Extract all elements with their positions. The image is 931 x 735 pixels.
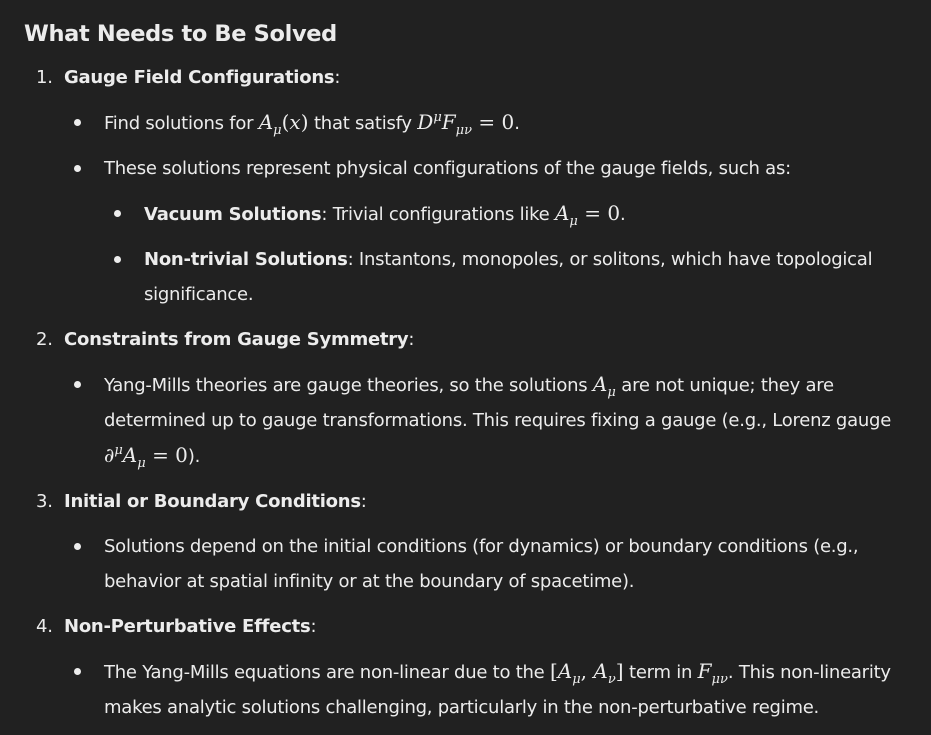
bullet-dot [74,543,81,550]
bullet-text: are not unique; they are determined up to gauge transformations. This requires fixing a gauge (e.g., Lorenz gauge [104,375,892,431]
bullet-text: . This non-linearity makes analytic solutions challenging, particularly in the non-perturbative regime. [104,662,891,718]
bullet-list [24,529,919,599]
bullet-text: . [514,113,520,134]
list-number: 4. [36,616,53,637]
bullet-text: Solutions depend on the initial conditions (for dynamics) or boundary conditions (e.g., behavior at spatial infinity or at the boundary of spacetime). [104,536,859,592]
bullet-item [24,105,919,141]
numbered-list [24,60,919,725]
bullet-text: . [620,204,626,225]
title-suffix: : [334,67,341,88]
bullet-text: ). [187,446,201,467]
list-number: 1. [36,67,53,88]
math-vacuum: $A_\mu = 0$ [554,201,621,229]
list-item-heading [24,322,919,357]
math-field-strength: $F_{\mu\nu}$ [697,659,728,687]
bullet-text: : Trivial configurations like [321,204,555,225]
bullet-list [24,105,919,312]
bullet-text: that satisfy [308,113,418,134]
list-number: 2. [36,329,53,350]
bullet-item [24,151,919,186]
bullet-dot [74,381,81,388]
list-item-gauge-field-configurations [24,60,919,312]
item-title: Initial or Boundary Conditions [64,491,361,512]
bullet-item [24,367,919,474]
bullet-list [24,367,919,474]
bullet-text: Yang-Mills theories are gauge theories, so the solutions [104,375,593,396]
item-title: Constraints from Gauge Symmetry [64,329,409,350]
list-number: 3. [36,491,53,512]
title-suffix: : [310,616,317,637]
bullet-dot [74,668,81,675]
bullet-text: The Yang-Mills equations are non-linear due to the [104,662,550,683]
title-suffix: : [408,329,415,350]
bullet-dot [114,210,121,217]
item-title: Gauge Field Configurations [64,67,335,88]
item-title: Non-Perturbative Effects [64,616,311,637]
bullet-list [24,654,919,725]
bullet-item [24,529,919,599]
list-item-non-perturbative-effects [24,609,919,725]
bullet-item [24,654,919,725]
bullet-dot [114,256,121,263]
bullet-dot [74,119,81,126]
sub-bullet-item [24,196,919,232]
math-equation-of-motion: $D^\mu F_{\mu\nu} = 0$ [417,110,515,138]
sub-bullet-item [24,242,919,312]
message-content [24,14,919,735]
math-a-mu-x: $A_\mu(x)$ [258,110,309,138]
list-item-heading [24,484,919,519]
list-item-initial-or-boundary-conditions [24,484,919,599]
bullet-text: Find solutions for [104,113,259,134]
bullet-text: These solutions represent physical configurations of the gauge fields, such as: [104,158,791,179]
bullet-text: : Instantons, monopoles, or solitons, which have topological significance. [144,249,873,305]
math-lorenz-gauge: $\partial^\mu A_\mu = 0$ [104,443,188,471]
list-item-heading [24,60,919,95]
math-commutator: [$A_\mu$, $A_\nu$] [549,659,624,687]
bullet-text: term in [623,662,698,683]
bold-term: Vacuum Solutions [144,204,322,225]
list-item-constraints-from-gauge-symmetry [24,322,919,474]
title-suffix: : [360,491,367,512]
bullet-dot [74,165,81,172]
list-item-heading [24,609,919,644]
math-a-mu: $A_\mu$ [592,372,616,400]
bold-term: Non-trivial Solutions [144,249,348,270]
section-heading: What Needs to Be Solved [24,21,337,47]
